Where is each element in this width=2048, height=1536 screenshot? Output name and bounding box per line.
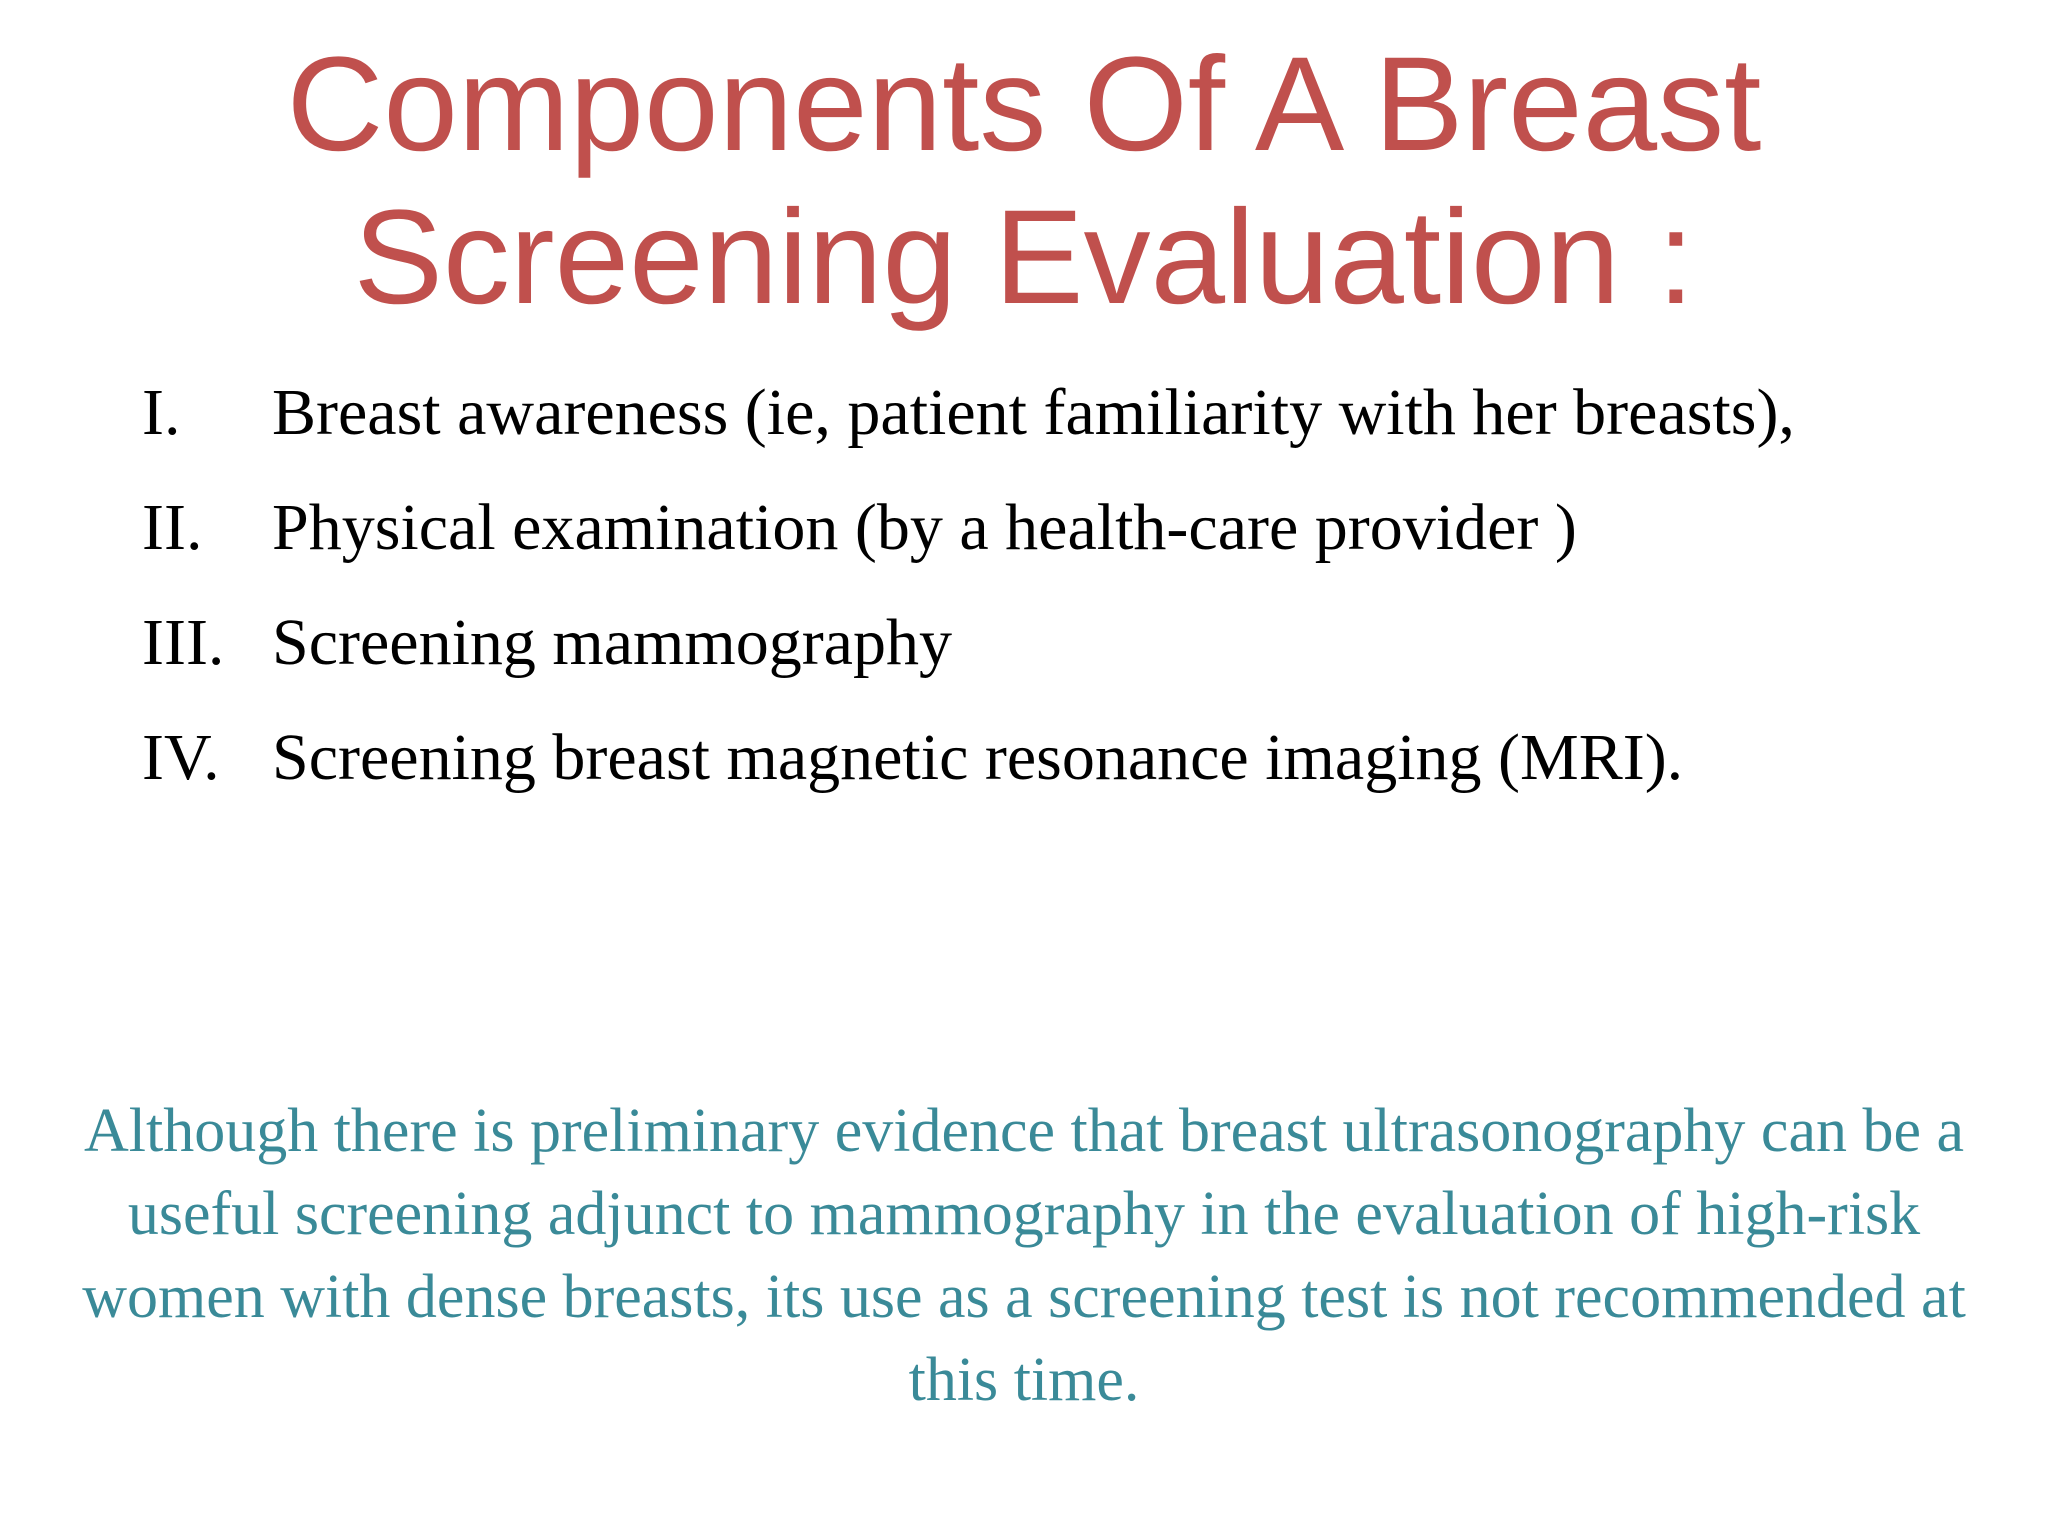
component-list bbox=[142, 375, 1942, 835]
list-numeral: IV. bbox=[142, 721, 220, 794]
list-item-text: Screening breast magnetic resonance imaging (MRI). bbox=[272, 721, 1684, 794]
list-item bbox=[142, 605, 1942, 720]
list-item-text: Physical examination (by a health-care provider ) bbox=[272, 491, 1577, 564]
ultrasonography-note: Although there is preliminary evidence that breast ultrasonography can be a useful screening adjunct to mammography in the evaluation of high-risk women with dense breasts, its use as a screening test is not recommended at this time. bbox=[82, 1097, 1966, 1414]
list-item-text: Screening mammography bbox=[272, 606, 952, 679]
list-item-text: Breast awareness (ie, patient familiarity with her breasts), bbox=[272, 376, 1795, 449]
list-numeral: II. bbox=[142, 491, 203, 564]
list-item bbox=[142, 375, 1942, 490]
slide-title: Components Of A Breast Screening Evaluation : bbox=[286, 30, 1762, 332]
list-numeral: III. bbox=[142, 606, 225, 679]
list-item bbox=[142, 490, 1942, 605]
list-item bbox=[142, 720, 1942, 835]
list-numeral: I. bbox=[142, 376, 181, 449]
